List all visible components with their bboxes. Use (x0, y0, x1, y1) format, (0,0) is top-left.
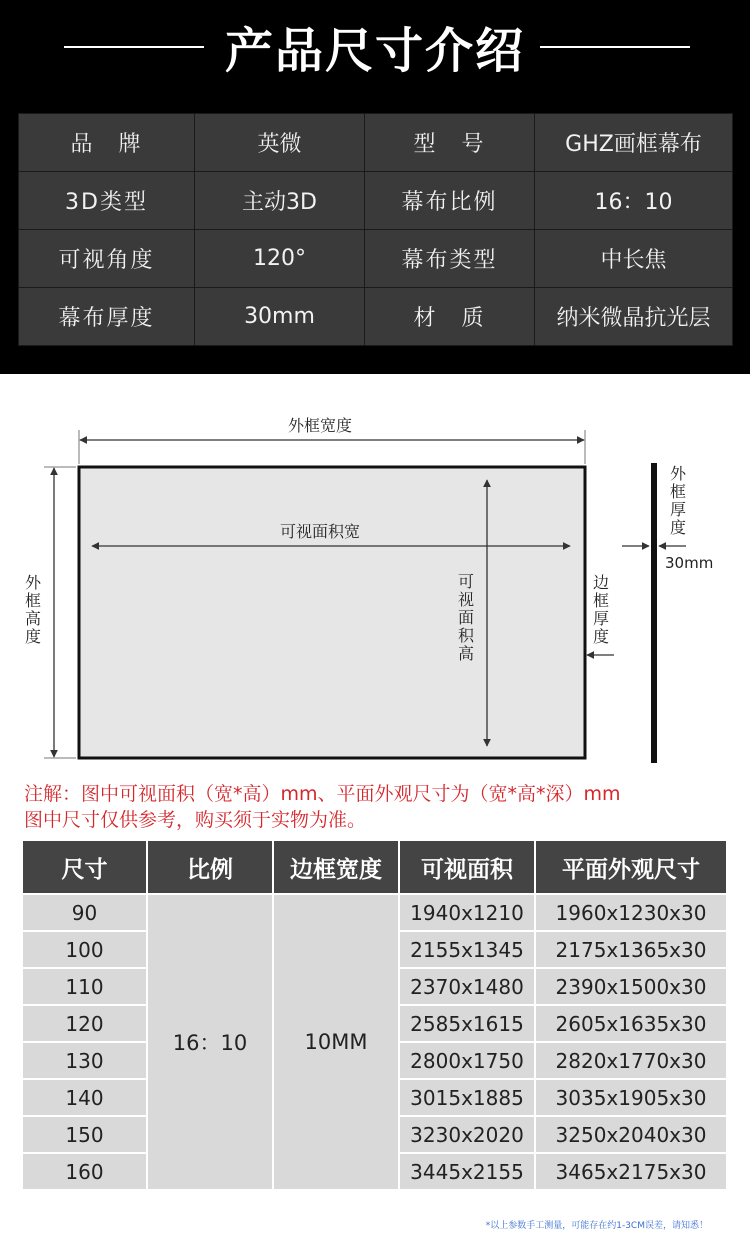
svg-text:厚: 厚 (669, 500, 687, 519)
border-thickness-label (593, 573, 609, 646)
header-border-width: 边框宽度 (274, 841, 398, 893)
outer-cell: 3465x2175x30 (536, 1154, 726, 1189)
spec-key: 可视角度 (19, 230, 195, 288)
svg-text:框: 框 (669, 482, 687, 501)
header-ratio: 比例 (148, 841, 272, 893)
spec-value: 120° (195, 230, 365, 288)
outer-height-label (25, 573, 42, 646)
visible-cell: 2155x1345 (400, 932, 534, 967)
svg-text:高: 高 (24, 609, 42, 628)
size-cell: 130 (23, 1043, 146, 1078)
svg-text:度: 度 (24, 627, 42, 646)
size-table-header (23, 841, 726, 893)
note-line-1: 注解：图中可视面积（宽*高）mm、平面外观尺寸为（宽*高*深）mm (24, 783, 621, 805)
svg-text:框: 框 (592, 591, 610, 610)
svg-text:视: 视 (457, 590, 475, 609)
visible-width-label: 可视面积宽 (279, 522, 361, 541)
spec-key: 材 质 (365, 288, 535, 346)
visible-cell: 3230x2020 (400, 1117, 534, 1152)
spec-row (19, 114, 733, 172)
size-cell: 120 (23, 1006, 146, 1041)
size-cell: 90 (23, 895, 146, 930)
spec-section (0, 0, 750, 374)
border-width-cell: 10MM (274, 895, 398, 1189)
header-outer-size: 平面外观尺寸 (536, 841, 726, 893)
spec-value: 30mm (195, 288, 365, 346)
visible-cell: 2800x1750 (400, 1043, 534, 1078)
outer-cell: 2820x1770x30 (536, 1043, 726, 1078)
svg-text:外: 外 (669, 464, 687, 483)
visible-cell: 3445x2155 (400, 1154, 534, 1189)
visible-cell: 2585x1615 (400, 1006, 534, 1041)
svg-text:度: 度 (669, 518, 687, 537)
spec-row (19, 172, 733, 230)
outer-width-label: 外框宽度 (287, 416, 353, 435)
side-profile-bar (651, 463, 657, 763)
spec-table (18, 113, 733, 346)
spec-key: 品 牌 (19, 114, 195, 172)
size-cell: 160 (23, 1154, 146, 1189)
title-right-line (540, 46, 690, 48)
svg-text:外: 外 (24, 573, 42, 592)
table-row (23, 895, 726, 930)
spec-value: 16：10 (535, 172, 733, 230)
outer-cell: 1960x1230x30 (536, 895, 726, 930)
visible-cell: 1940x1210 (400, 895, 534, 930)
svg-text:度: 度 (592, 627, 610, 646)
svg-text:边: 边 (592, 573, 610, 592)
page-title: 产品尺寸介绍 (224, 23, 525, 79)
header-visible-area: 可视面积 (400, 841, 534, 893)
title-left-line (64, 46, 204, 48)
outer-cell: 2390x1500x30 (536, 969, 726, 1004)
size-cell: 100 (23, 932, 146, 967)
svg-text:厚: 厚 (592, 609, 610, 628)
spec-key: 3D类型 (19, 172, 195, 230)
outer-cell: 3250x2040x30 (536, 1117, 726, 1152)
visible-height-label (458, 572, 475, 663)
spec-key: 幕布厚度 (19, 288, 195, 346)
svg-text:可: 可 (457, 572, 475, 591)
spec-value: 纳米微晶抗光层 (535, 288, 733, 346)
size-cell: 110 (23, 969, 146, 1004)
footer-disclaimer: *以上参数手工测量，可能存在约1-3CM误差，请知悉！ (485, 1221, 708, 1231)
outer-thickness-label (670, 464, 687, 537)
visible-cell: 3015x1885 (400, 1080, 534, 1115)
visible-cell: 2370x1480 (400, 969, 534, 1004)
spec-value: 中长焦 (535, 230, 733, 288)
screen-frame (79, 467, 585, 758)
svg-text:高: 高 (457, 644, 475, 663)
outer-cell: 2175x1365x30 (536, 932, 726, 967)
thickness-value: 30mm (665, 554, 714, 572)
spec-value: 英微 (195, 114, 365, 172)
spec-row (19, 288, 733, 346)
dimension-diagram (0, 400, 750, 780)
svg-text:积: 积 (457, 626, 475, 645)
size-cell: 150 (23, 1117, 146, 1152)
spec-value: GHZ画框幕布 (535, 114, 733, 172)
size-table (21, 839, 728, 1191)
spec-row (19, 230, 733, 288)
svg-text:面: 面 (457, 608, 475, 627)
spec-key: 型 号 (365, 114, 535, 172)
size-cell: 140 (23, 1080, 146, 1115)
header-size: 尺寸 (23, 841, 146, 893)
ratio-cell: 16：10 (148, 895, 272, 1189)
outer-cell: 3035x1905x30 (536, 1080, 726, 1115)
spec-key: 幕布比例 (365, 172, 535, 230)
spec-value: 主动3D (195, 172, 365, 230)
outer-cell: 2605x1635x30 (536, 1006, 726, 1041)
spec-key: 幕布类型 (365, 230, 535, 288)
note-line-2: 图中尺寸仅供参考，购买须于实物为准。 (24, 809, 367, 831)
svg-text:框: 框 (24, 591, 42, 610)
dimension-svg (0, 400, 750, 780)
